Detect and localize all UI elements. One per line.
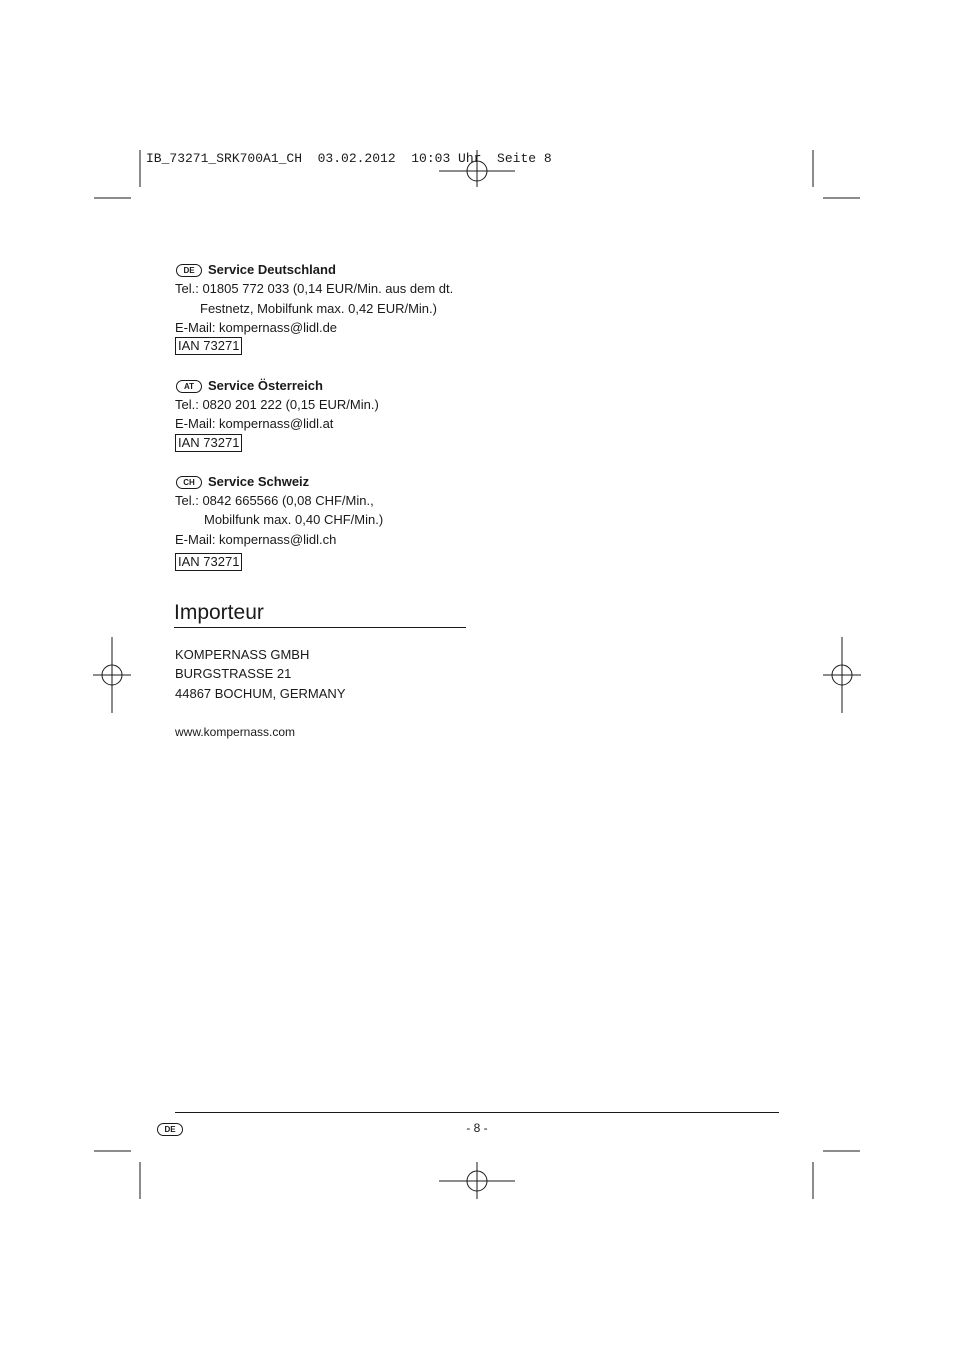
importer-city: 44867 BOCHUM, GERMANY xyxy=(175,686,346,701)
service-ch-block xyxy=(176,472,309,491)
print-slug: IB_73271_SRK700A1_CH 03.02.2012 10:03 Uhr Seite 8 xyxy=(146,151,552,166)
registration-mark-left xyxy=(93,637,131,713)
footer-country-badge: DE xyxy=(157,1123,183,1136)
service-ch-phone-cont: Mobilfunk max. 0,40 CHF/Min.) xyxy=(204,512,384,527)
service-at-block xyxy=(176,376,323,395)
service-de-phone-cont: Festnetz, Mobilfunk max. 0,42 EUR/Min.) xyxy=(200,301,437,316)
registration-mark-bottom xyxy=(439,1162,515,1199)
service-de-block xyxy=(176,260,336,279)
importer-heading: Importeur xyxy=(174,601,466,628)
importer-company: KOMPERNASS GMBH xyxy=(175,647,310,662)
service-ch-title xyxy=(176,472,309,491)
service-at-email: E-Mail: kompernass@lidl.at xyxy=(175,416,334,431)
service-ch-email: E-Mail: kompernass@lidl.ch xyxy=(175,532,337,547)
service-de-ian: IAN 73271 xyxy=(175,337,242,355)
page-number: - 8 - xyxy=(466,1121,488,1135)
service-at-ian: IAN 73271 xyxy=(175,434,242,452)
country-badge-de: DE xyxy=(176,264,202,277)
service-ch-phone: Tel.: 0842 665566 (0,08 CHF/Min., xyxy=(175,493,374,508)
service-at-title-text: Service Österreich xyxy=(208,378,323,393)
service-at-phone: Tel.: 0820 201 222 (0,15 EUR/Min.) xyxy=(175,397,379,412)
service-de-phone: Tel.: 01805 772 033 (0,14 EUR/Min. aus dem dt. xyxy=(175,281,454,296)
importer-street: BURGSTRASSE 21 xyxy=(175,666,292,681)
country-badge-at: AT xyxy=(176,380,202,393)
footer-rule xyxy=(175,1112,779,1113)
service-at-title xyxy=(176,376,323,395)
service-ch-ian: IAN 73271 xyxy=(175,553,242,571)
country-badge-ch: CH xyxy=(176,476,202,489)
service-de-email: E-Mail: kompernass@lidl.de xyxy=(175,320,338,335)
service-ch-title-text: Service Schweiz xyxy=(208,474,310,489)
footer-country xyxy=(157,1120,189,1138)
service-de-title-text: Service Deutschland xyxy=(208,262,336,277)
registration-mark-right xyxy=(823,637,861,713)
service-de-title xyxy=(176,260,336,279)
importer-website[interactable]: www.kompernass.com xyxy=(175,725,296,739)
